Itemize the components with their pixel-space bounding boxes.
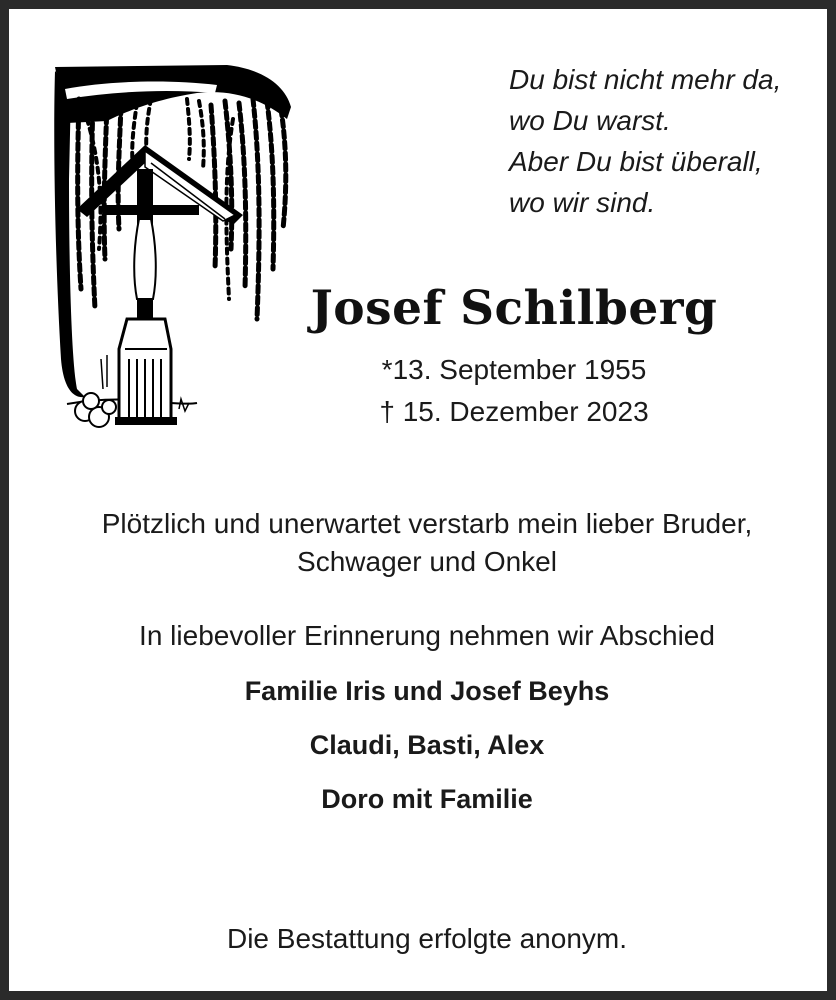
deceased-name: Josef Schilberg — [310, 281, 718, 336]
death-message-line: Schwager und Onkel — [297, 546, 557, 577]
burial-note: Die Bestattung erfolgte anonym. — [226, 923, 627, 954]
life-dates — [309, 349, 719, 433]
mourner-name: Claudi, Basti, Alex — [309, 730, 545, 760]
memorial-quote — [509, 59, 829, 223]
farewell-text: In liebevoller Erinnerung nehmen wir Abschied — [139, 620, 715, 651]
death-message-line: Plötzlich und unerwartet verstarb mein lieber Bruder, — [101, 508, 753, 539]
mourner-name: Familie Iris und Josef Beyhs — [244, 676, 610, 706]
quote-line: wo Du warst. — [509, 105, 671, 136]
quote-line: wo wir sind. — [509, 187, 656, 218]
death-date: † 15. Dezember 2023 — [379, 396, 649, 427]
death-message — [29, 505, 825, 581]
quote-line: Aber Du bist überall, — [509, 146, 763, 177]
birth-date: *13. September 1955 — [381, 354, 647, 385]
quote-line: Du bist nicht mehr da, — [509, 64, 782, 95]
mourner-name: Doro mit Familie — [321, 784, 533, 814]
weeping-willow-wayside-cross-icon — [47, 59, 299, 437]
